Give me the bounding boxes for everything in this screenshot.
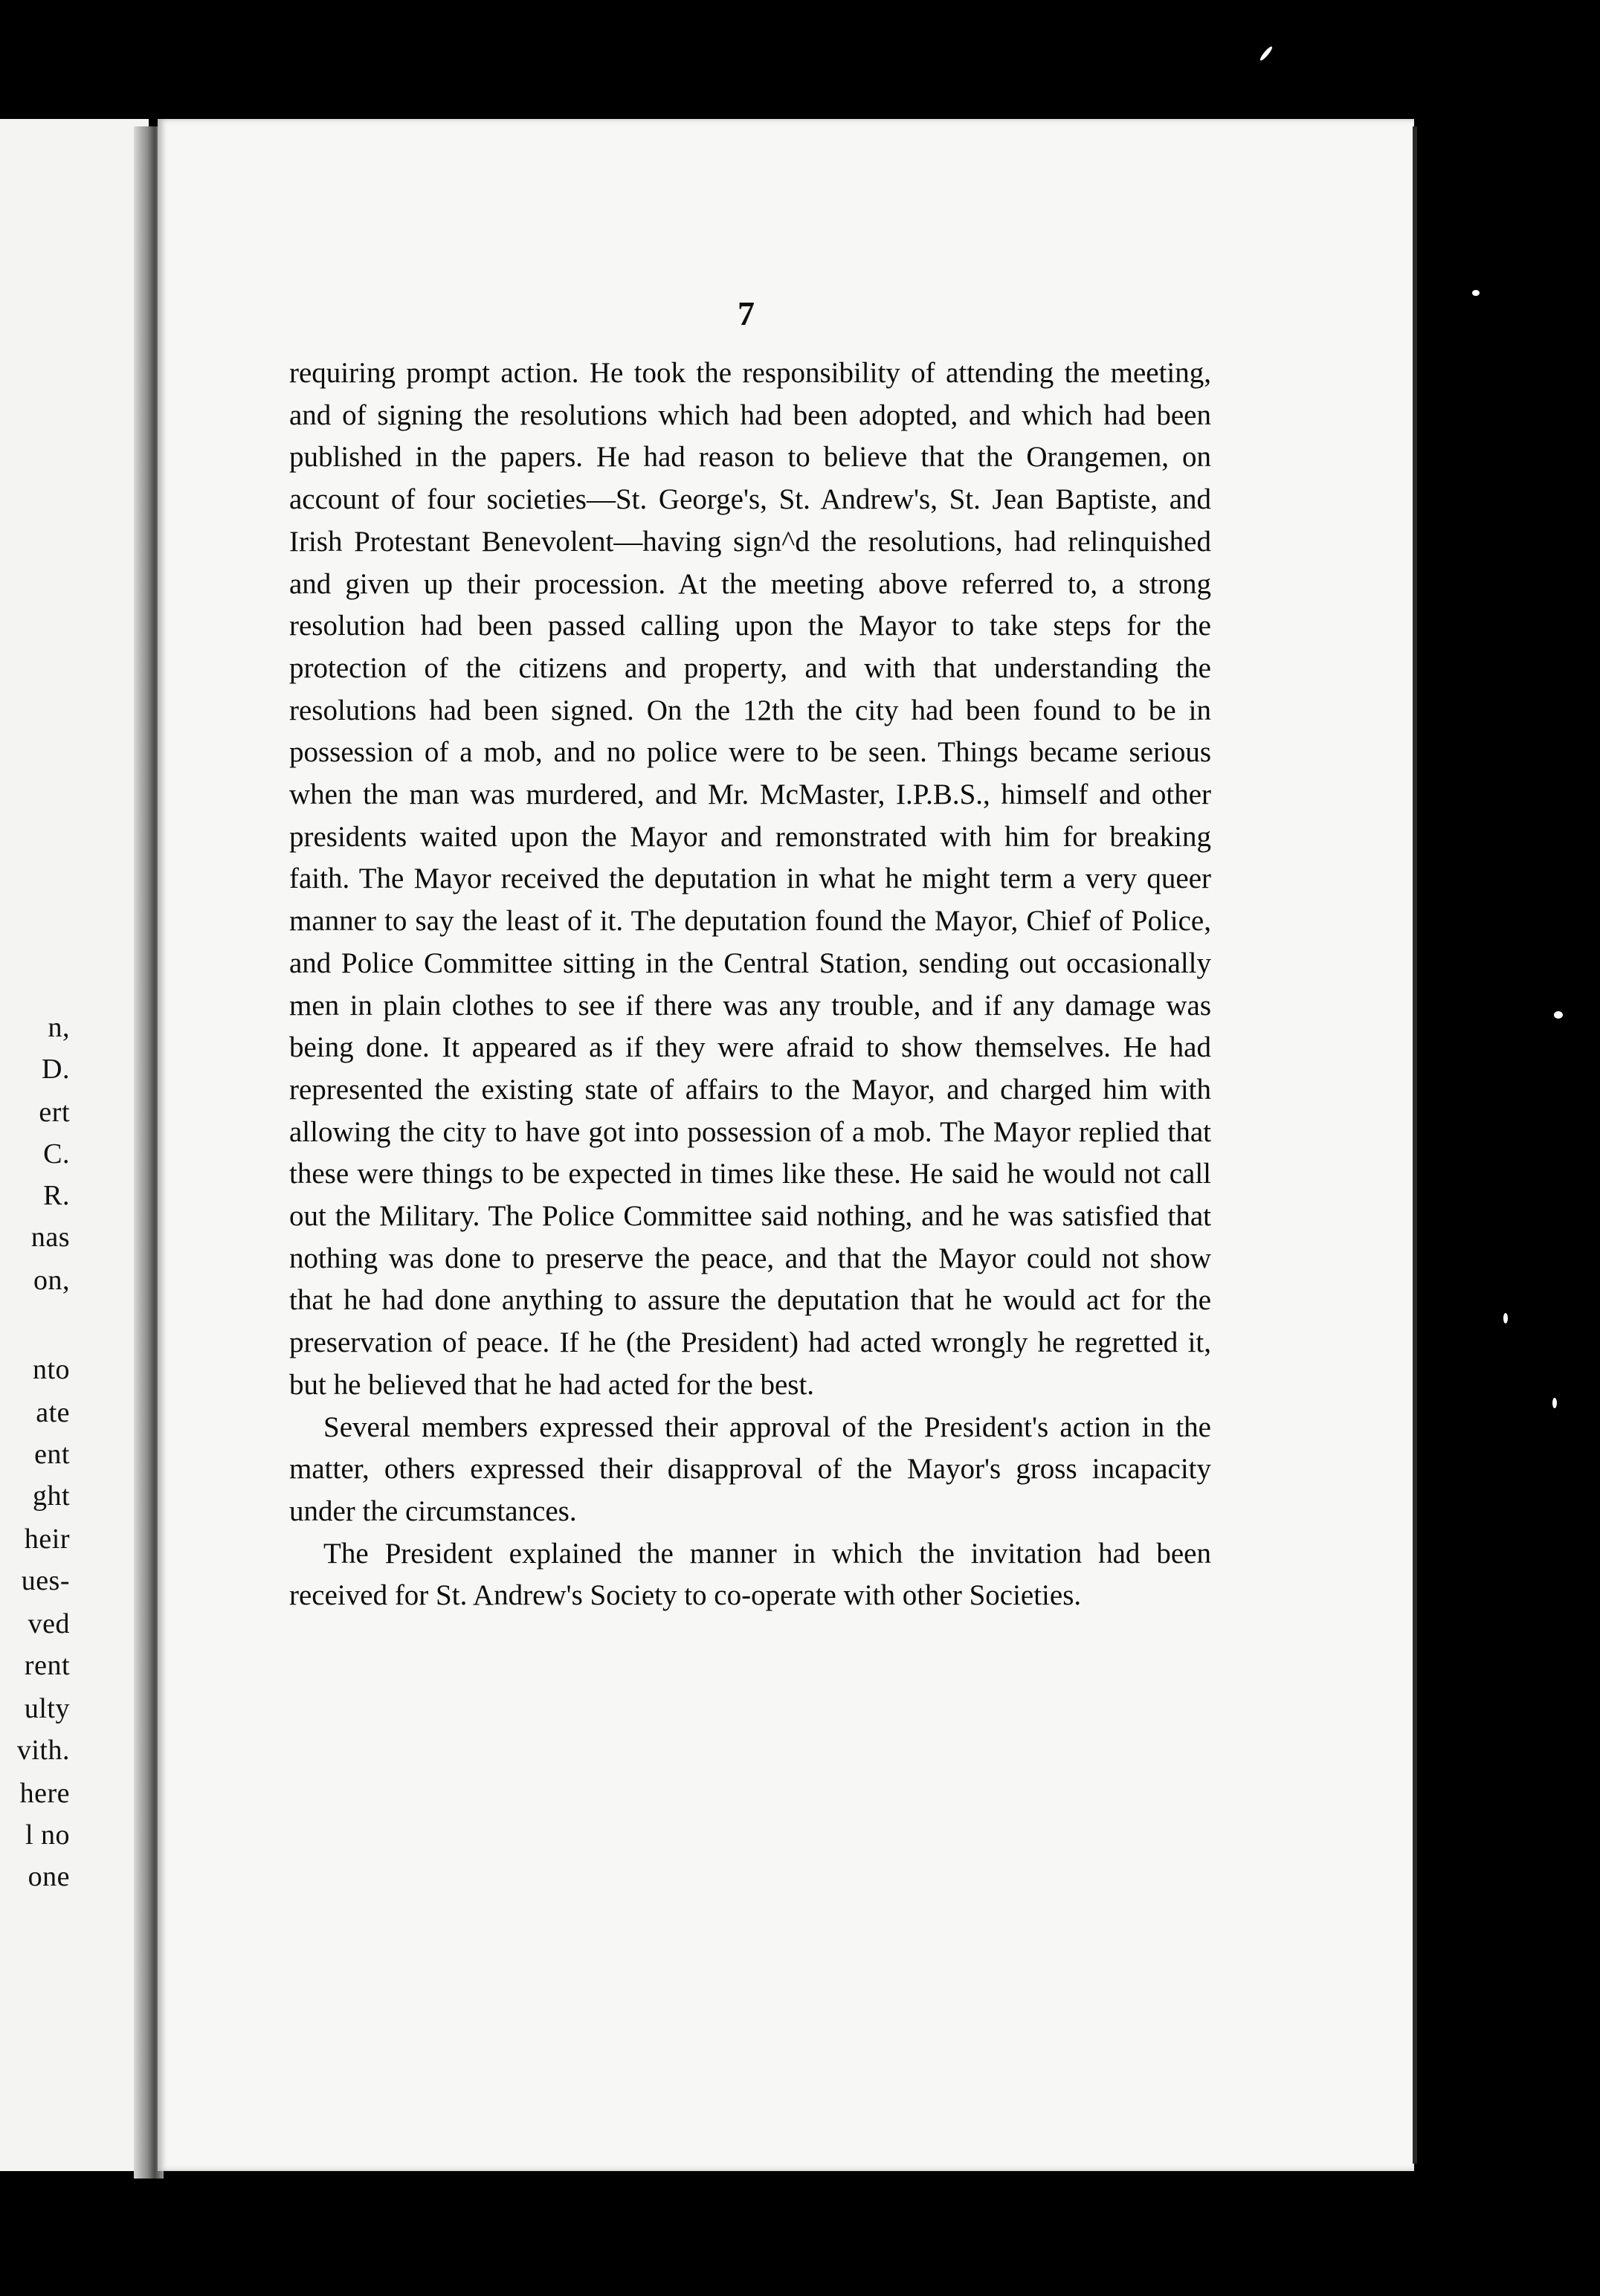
fragment: ved	[28, 1608, 70, 1639]
fragment: C.	[43, 1138, 70, 1170]
scan-speck	[1554, 1011, 1563, 1019]
page-right-edge	[1413, 126, 1417, 2164]
fragment: ate	[36, 1397, 70, 1428]
fragment: ent	[34, 1439, 70, 1470]
previous-page-edge	[0, 119, 149, 2171]
paragraph: requiring prompt action. He took the responsibility of attending the meeting, and of signing the resolutions which had been adopted, and which had been published in the papers. He had reason to believe that the Orangemen, on account of four societies—St. George's, St. Andrew's, St. Jean Baptiste, and Irish Protestant Benevolent—having sign^d the resolutions, had relinquished and given up their procession. At the meeting above referred to, a strong resolution had been passed calling upon the Mayor to take steps for the protection of the citizens and property, and with that understanding the resolutions had been signed. On the 12th the city had been found to be in possession of a mob, and no police were to be seen. Things became serious when the man was murdered, and Mr. McMaster, I.P.B.S., himself and other presidents waited upon the Mayor and remonstrated with him for breaking faith. The Mayor received the deputation in what he might term a very queer manner to say the least of it. The deputation found the Mayor, Chief of Police, and Police Committee sitting in the Central Station, sending out occasionally men in plain clothes to see if there was any trouble, and if any damage was being done. It appeared as if they were afraid to show themselves. He had represented the existing state of affairs to the Mayor, and charged him with allowing the city to have got into possession of a mob. The Mayor replied that these were things to be expected in times like these. He said he would not call out the Military. The Police Committee said nothing, and he was satisfied that nothing was done to preserve the peace, and that the Mayor could not show that he had done anything to assure the deputation that he would act for the preservation of peace. If he (the President) had acted wrongly he regretted it, but he believed that he had acted for the best.	[289, 357, 1211, 1401]
fragment: l no	[25, 1819, 70, 1851]
fragment: nto	[32, 1354, 70, 1385]
scan-speck	[1472, 290, 1480, 296]
fragment: nas	[30, 1222, 70, 1253]
fragment: R.	[43, 1180, 70, 1211]
previous-page-text-fragments	[0, 119, 149, 2171]
fragment: here	[19, 1778, 70, 1809]
fragment: n,	[48, 1012, 70, 1043]
paragraph: The President explained the manner in which the invitation had been received for St. Andrew's Society to co-operate with other Societies.	[289, 1537, 1211, 1612]
scan-speck	[1552, 1398, 1557, 1408]
fragment: ues-	[21, 1565, 70, 1596]
fragment: on,	[33, 1265, 70, 1296]
fragment: one	[28, 1861, 70, 1892]
fragment: vith.	[16, 1735, 70, 1766]
page-body	[289, 352, 1211, 1617]
fragment: rent	[24, 1650, 70, 1681]
fragment: heir	[24, 1523, 70, 1555]
page-number: 7	[738, 294, 755, 332]
book-page	[158, 119, 1414, 2171]
paragraph: Several members expressed their approval of the President's action in the matter, others expressed their disapproval of the Mayor's gross incapacity under the circumstances.	[289, 1410, 1211, 1527]
fragment: D.	[42, 1054, 70, 1085]
scan-speck	[1259, 45, 1274, 62]
fragment: ulty	[24, 1693, 70, 1724]
fragment: ert	[39, 1097, 70, 1128]
scan-speck	[1503, 1313, 1508, 1323]
fragment: ght	[32, 1480, 70, 1512]
